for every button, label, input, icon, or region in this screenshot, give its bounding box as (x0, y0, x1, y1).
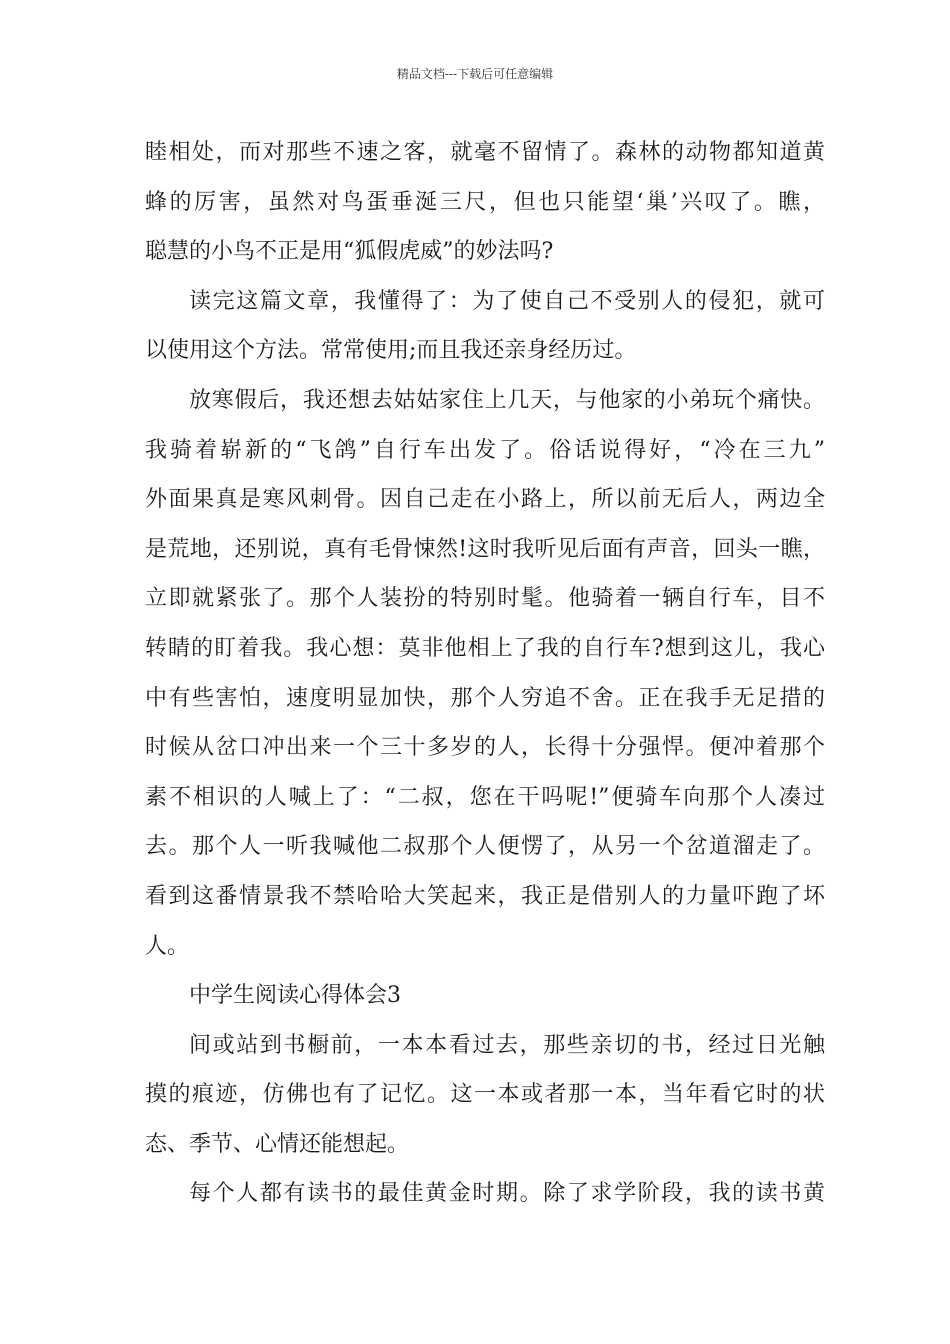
text-line: 蜂的厉害，虽然对鸟蛋垂涎三尺，但也只能望‘巢’兴叹了。瞧， (145, 189, 825, 215)
text-line: 摸的痕迹，仿佛也有了记忆。这一本或者那一本，当年看它时的状 (145, 1082, 825, 1108)
text-line: 看到这番情景我不禁哈哈大笑起来，我正是借别人的力量吓跑了坏 (145, 883, 825, 909)
text-line: 去。那个人一听我喊他二叔那个人便愣了，从另一个岔道溜走了。 (145, 834, 825, 860)
paragraph-start-line: 放寒假后，我还想去姑姑家住上几天，与他家的小弟玩个痛快。 (189, 387, 825, 413)
text-line: 立即就紧张了。那个人装扮的特别时髦。他骑着一辆自行车，目不 (145, 586, 825, 612)
text-line: 态、季节、心情还能想起。 (145, 1131, 410, 1157)
paragraph-start-line: 每个人都有读书的最佳黄金时期。除了求学阶段，我的读书黄 (189, 1181, 825, 1207)
text-line: 人。 (145, 933, 190, 959)
text-line: 是荒地，还别说，真有毛骨悚然!这时我听见后面有声音，回头一瞧， (145, 536, 825, 562)
paragraph-start-line: 间或站到书橱前，一本本看过去，那些亲切的书，经过日光触 (189, 1032, 825, 1058)
text-line: 时候从岔口冲出来一个三十多岁的人，长得十分强悍。便冲着那个 (145, 735, 825, 761)
text-line: 中有些害怕，速度明显加快，那个人穷追不舍。正在我手无足措的 (145, 685, 825, 711)
text-line: 转睛的盯着我。我心想：莫非他相上了我的自行车?想到这儿，我心 (145, 635, 825, 661)
text-line: 睦相处，而对那些不速之客，就毫不留情了。森林的动物都知道黄 (145, 140, 825, 165)
page-header: 精品文档---下载后可任意编辑 (396, 67, 554, 81)
text-line: 素不相识的人喊上了：“二叔，您在干吗呢!”便骑车向那个人凑过 (145, 784, 825, 810)
text-line: 外面果真是寒风刺骨。因自己走在小路上，所以前无后人，两边全 (145, 487, 825, 513)
text-line: 我骑着崭新的“飞鸽”自行车出发了。俗话说得好，“冷在三九” (145, 437, 825, 463)
section-heading: 中学生阅读心得体会3 (189, 983, 401, 1009)
text-line: 聪慧的小鸟不正是用“狐假虎威”的妙法吗? (145, 239, 554, 265)
document-body (145, 128, 825, 1219)
paragraph-start-line: 读完这篇文章，我懂得了：为了使自己不受别人的侵犯，就可 (189, 288, 825, 314)
text-line: 以使用这个方法。常常使用;而且我还亲身经历过。 (145, 338, 637, 364)
